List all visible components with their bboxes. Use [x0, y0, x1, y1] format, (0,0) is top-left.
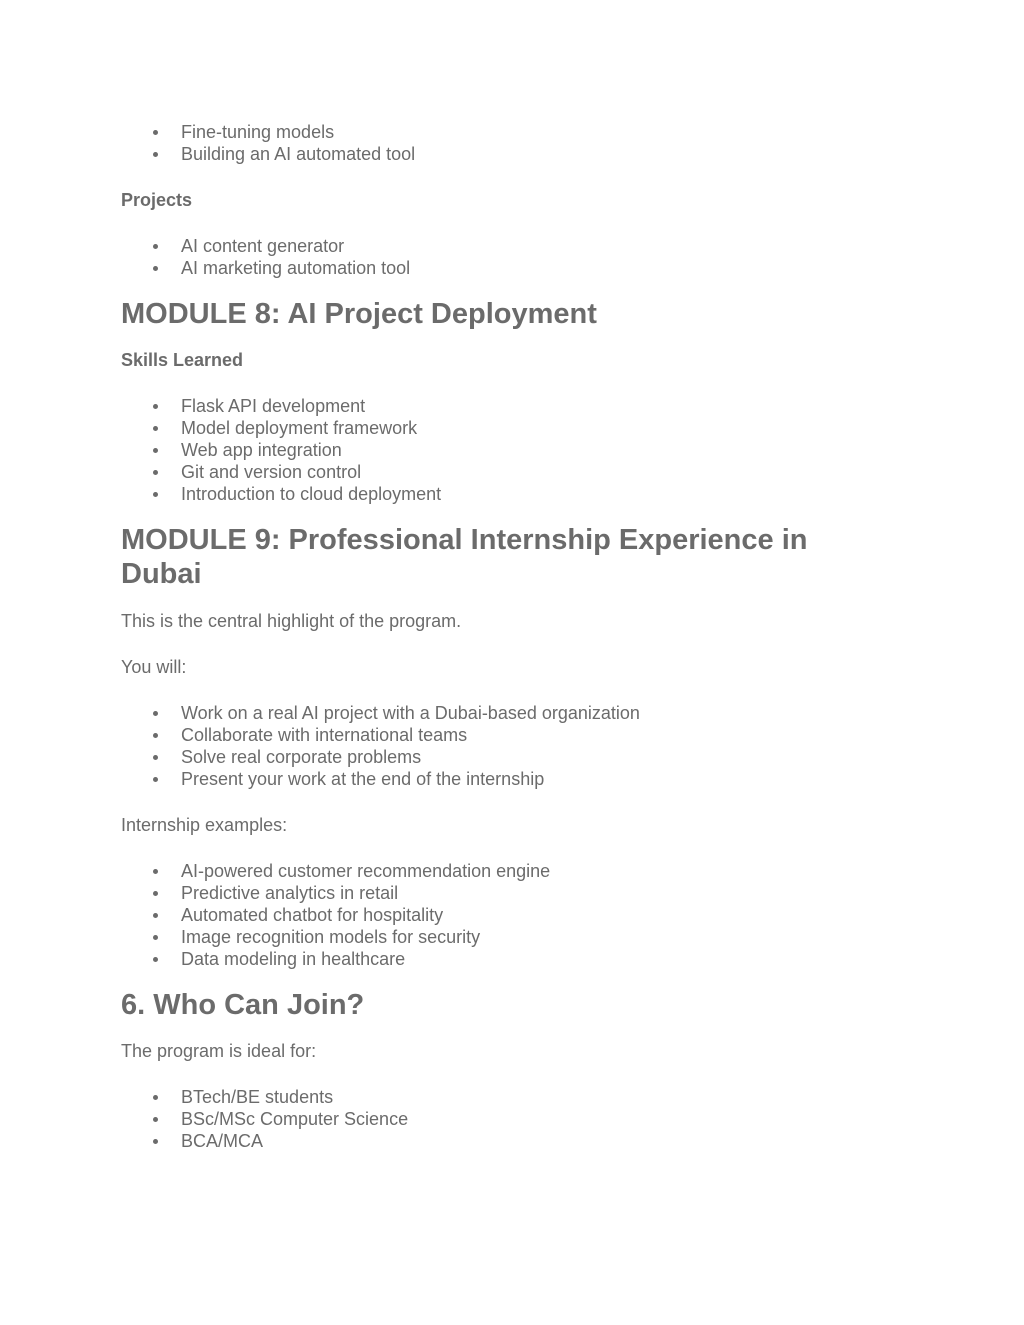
projects-list — [121, 235, 881, 279]
top-bullet-list — [121, 121, 881, 165]
module9-title-line1: MODULE 9: Professional Internship Experience in — [121, 524, 808, 556]
list-item: Model deployment framework — [121, 417, 881, 439]
internship-examples-heading: Internship examples: — [121, 815, 288, 835]
section6-title: 6. Who Can Join? — [121, 989, 365, 1021]
module9-title-line2: Dubai — [121, 558, 202, 590]
module9-intro: This is the central highlight of the program. — [121, 611, 462, 631]
list-item: AI content generator — [121, 235, 881, 257]
list-item: BTech/BE students — [121, 1086, 881, 1108]
list-item: BSc/MSc Computer Science — [121, 1108, 881, 1130]
section6-audience-list — [121, 1086, 881, 1152]
list-item: Predictive analytics in retail — [121, 882, 881, 904]
list-item: Solve real corporate problems — [121, 746, 881, 768]
list-item: BCA/MCA — [121, 1130, 881, 1152]
internship-examples-list — [121, 860, 881, 970]
module9-tasks-list — [121, 702, 881, 790]
projects-heading: Projects — [121, 190, 193, 210]
list-item: Automated chatbot for hospitality — [121, 904, 881, 926]
document-page — [121, 119, 881, 1152]
list-item: Image recognition models for security — [121, 926, 881, 948]
module9-title — [121, 523, 881, 591]
module9-you-will: You will: — [121, 657, 187, 677]
list-item: Web app integration — [121, 439, 881, 461]
list-item: Fine-tuning models — [121, 121, 881, 143]
list-item: AI-powered customer recommendation engine — [121, 860, 881, 882]
list-item: Introduction to cloud deployment — [121, 483, 881, 505]
list-item: Data modeling in healthcare — [121, 948, 881, 970]
list-item: Collaborate with international teams — [121, 724, 881, 746]
list-item: AI marketing automation tool — [121, 257, 881, 279]
section6-intro: The program is ideal for: — [121, 1041, 317, 1061]
module8-skills-heading: Skills Learned — [121, 350, 244, 370]
list-item: Work on a real AI project with a Dubai-based organization — [121, 702, 881, 724]
list-item: Flask API development — [121, 395, 881, 417]
list-item: Building an AI automated tool — [121, 143, 881, 165]
module8-skills-list — [121, 395, 881, 505]
list-item: Git and version control — [121, 461, 881, 483]
module8-title: MODULE 8: AI Project Deployment — [121, 298, 597, 330]
list-item: Present your work at the end of the internship — [121, 768, 881, 790]
